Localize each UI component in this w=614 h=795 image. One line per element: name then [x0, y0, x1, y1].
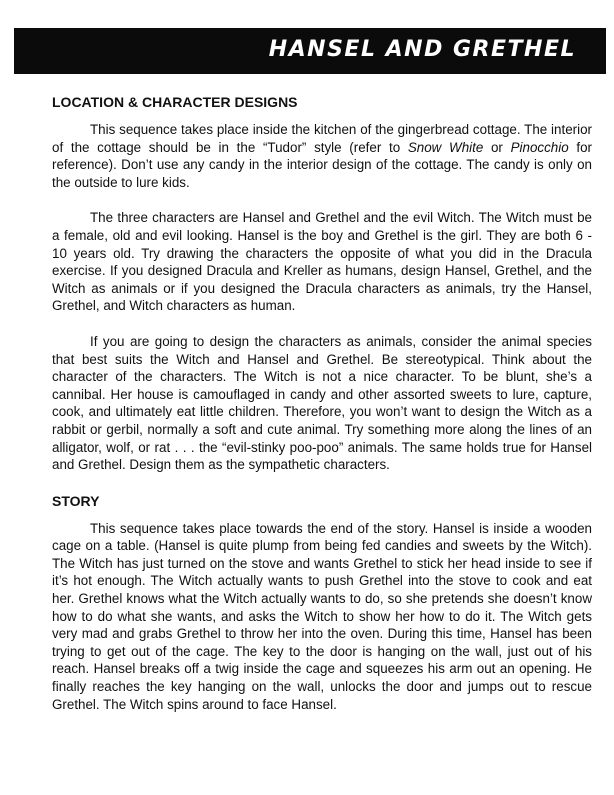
- paragraph-animals: If you are going to design the characters as animals, consider the animal species that best suits the Witch and Hansel and Grethel. Be stereotypical. Think about the character of the characters. The Witch is not a nice character. To be blunt, she’s a cannibal. Her house is camouflaged in candy and other assorted sweets to lure, capture, cook, and ultimately eat little children. Therefore, you won’t want to design the Witch as a rabbit or gerbil, normally a soft and cute animal. Try something more along the lines of an alligator, wolf, or rat . . . the “evil-stinky poo-poo” animals. The same holds true for Hansel and Grethel. Design them as the sympathetic characters.: [52, 333, 592, 473]
- paragraph-setting-part-b: or: [483, 139, 511, 155]
- section-heading-location: LOCATION & CHARACTER DESIGNS: [52, 94, 298, 110]
- paragraph-characters: The three characters are Hansel and Grethel and the evil Witch. The Witch must be a female, old and evil looking. Hansel is the boy and Grethel is the girl. They are both 6 - 10 years old. Try drawing the characters the opposite of what you did in the Dracula exercise. If you designed Dracula and Kreller as humans, design Hansel, Grethel, and the Witch as animals or if you designed the Dracula characters as animals, try the Hansel, Grethel, and Witch characters as human.: [52, 210, 592, 314]
- paragraph-setting-part-c: for reference). Don’t use any candy in the interior design of the cottage. The candy is only on the outside to lure kids.: [52, 139, 592, 190]
- section-heading-story: STORY: [52, 492, 100, 509]
- paragraph-setting: [52, 121, 592, 191]
- title-banner: [14, 28, 606, 74]
- paragraph-setting-part-a: This sequence takes place inside the kitchen of the gingerbread cottage. The interior of the cottage should be in the “Tudor” style (refer to: [52, 122, 592, 155]
- film-title-pinocchio: Pinocchio: [510, 139, 569, 155]
- film-title-snow-white: Snow White: [407, 139, 484, 155]
- paragraph-story: This sequence takes place towards the end of the story. Hansel is inside a wooden cage on a table. (Hansel is quite plump from being fed candies and sweets by the Witch). The Witch has just turned on the stove and wants Grethel to stick her head inside to see if it’s hot enough. The Witch actually wants to push Grethel into the stove to cook and eat her. Grethel knows what the Witch actually wants to do, so she pretends she doesn’t know how to do what she wants, and asks the Witch to show her how to do it. The Witch gets very mad and grabs Grethel to throw her into the oven. During this time, Hansel has been trying to get out of the cage. The key to the door is hanging on the wall, just out of his reach. Hansel breaks off a twig inside the cage and squeezes his arm out an opening. He finally reaches the key hanging on the wall, unlocks the door and jumps out to rescue Grethel. The Witch spins around to face Hansel.: [52, 520, 592, 712]
- page-title: HANSEL AND GRETHEL: [268, 37, 576, 62]
- document-body: [52, 93, 592, 731]
